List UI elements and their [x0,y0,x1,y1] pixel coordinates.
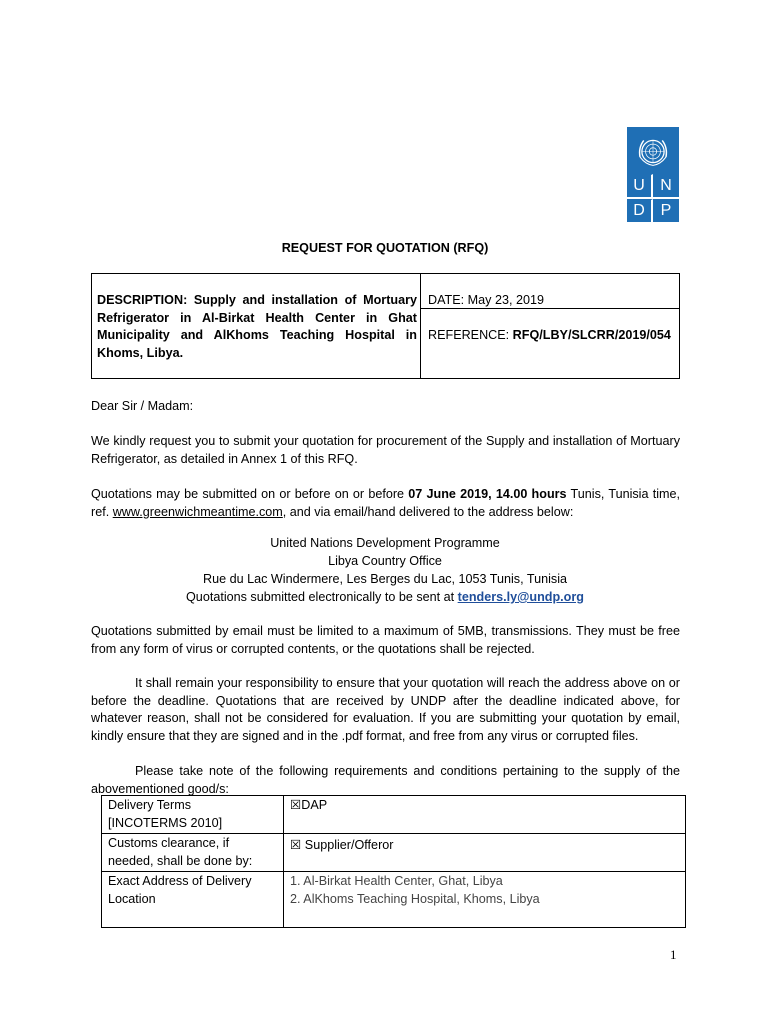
value-line: ☒ Supplier/Offeror [290,838,394,853]
rfq-reference [428,327,671,345]
undp-logo [627,127,679,222]
requirement-label [102,834,284,872]
label-line: Location [108,891,156,906]
deadline-text-before: Quotations may be submitted on or before on or before [91,487,405,501]
label-line: Exact Address of Delivery [108,874,252,889]
tender-email-link[interactable]: tenders.ly@undp.org [457,590,584,604]
paragraph-responsibility: It shall remain your responsibility to ensure that your quotation will reach the address above on or before the deadline. Quotations that are received by UNDP after the deadline indicated above, for whatever reason, shall not be considered for evaluation. If you are submitting your quotation by email, kindly ensure that they are signed and in the .pdf format, and free from any virus or corrupted files. [91,676,680,743]
salutation: Dear Sir / Madam: [91,399,194,413]
rfq-header-box [91,273,680,379]
description-text: Supply and installation of Mortuary Refrigerator in Al-Birkat Health Center in Ghat Municipality and AlKhoms Teaching Hospital in Khoms, Libya. [97,293,417,360]
value-line: 1. Al-Birkat Health Center, Ghat, Libya [290,874,503,889]
label-line: [INCOTERMS 2010] [108,815,223,830]
table-row [102,834,686,872]
requirement-value [284,796,686,834]
requirement-label [102,796,284,834]
paragraph-deadline [91,486,680,521]
logo-letter: U [627,174,653,199]
email-line-text: Quotations submitted electronically to be sent at [186,590,455,604]
rfq-date: DATE: May 23, 2019 [428,293,544,307]
deadline-text-tail: , and via email/hand delivered to the address below: [282,504,574,519]
value-line: 2. AlKhoms Teaching Hospital, Khoms, Libya [290,891,540,906]
value-line: ☒DAP [290,798,328,812]
reference-label: REFERENCE: [428,328,510,342]
paragraph-intro: We kindly request you to submit your quotation for procurement of the Supply and installation of Mortuary Refrigerator, as detailed in Annex 1 of this RFQ. [91,434,680,466]
logo-letter: D [627,199,653,222]
address-line: Libya Country Office [328,554,442,568]
document-title: REQUEST FOR QUOTATION (RFQ) [281,241,489,255]
label-line: Customs clearance, if [108,836,230,851]
paragraph-requirements-intro: Please take note of the following requirements and conditions pertaining to the supply of the abovementioned good/s: [91,764,680,796]
paragraph-email-limits: Quotations submitted by email must be limited to a maximum of 5MB, transmissions. They must be free from any form of virus or corrupted contents, or the quotations shall be rejected. [91,624,680,656]
greenwich-link[interactable]: www.greenwichmeantime.com [112,504,283,519]
logo-letter: P [653,199,679,222]
description [97,292,417,362]
address-line: United Nations Development Programme [270,536,500,550]
label-line: Delivery Terms [108,798,192,812]
address-email-line [0,589,770,607]
deadline-text-after: Tunis, Tunisia time, ref. [91,487,680,519]
divider [420,274,421,378]
table-row [102,796,686,834]
logo-letter: N [653,174,679,199]
requirement-value [284,834,686,872]
address-line: Rue du Lac Windermere, Les Berges du Lac, 1053 Tunis, Tunisia [202,572,568,586]
label-line: needed, shall be done by: [108,853,253,868]
requirements-table [101,795,686,928]
deadline-date: 07 June 2019, 14.00 hours [408,487,567,501]
description-label: DESCRIPTION: [97,293,188,307]
logo-letters [627,174,679,222]
requirement-label [102,872,284,927]
un-emblem-icon [634,133,672,170]
reference-value: RFQ/LBY/SLCRR/2019/054 [512,328,671,342]
table-row [102,872,686,927]
requirement-value [284,872,686,927]
page-number: 1 [670,947,677,962]
